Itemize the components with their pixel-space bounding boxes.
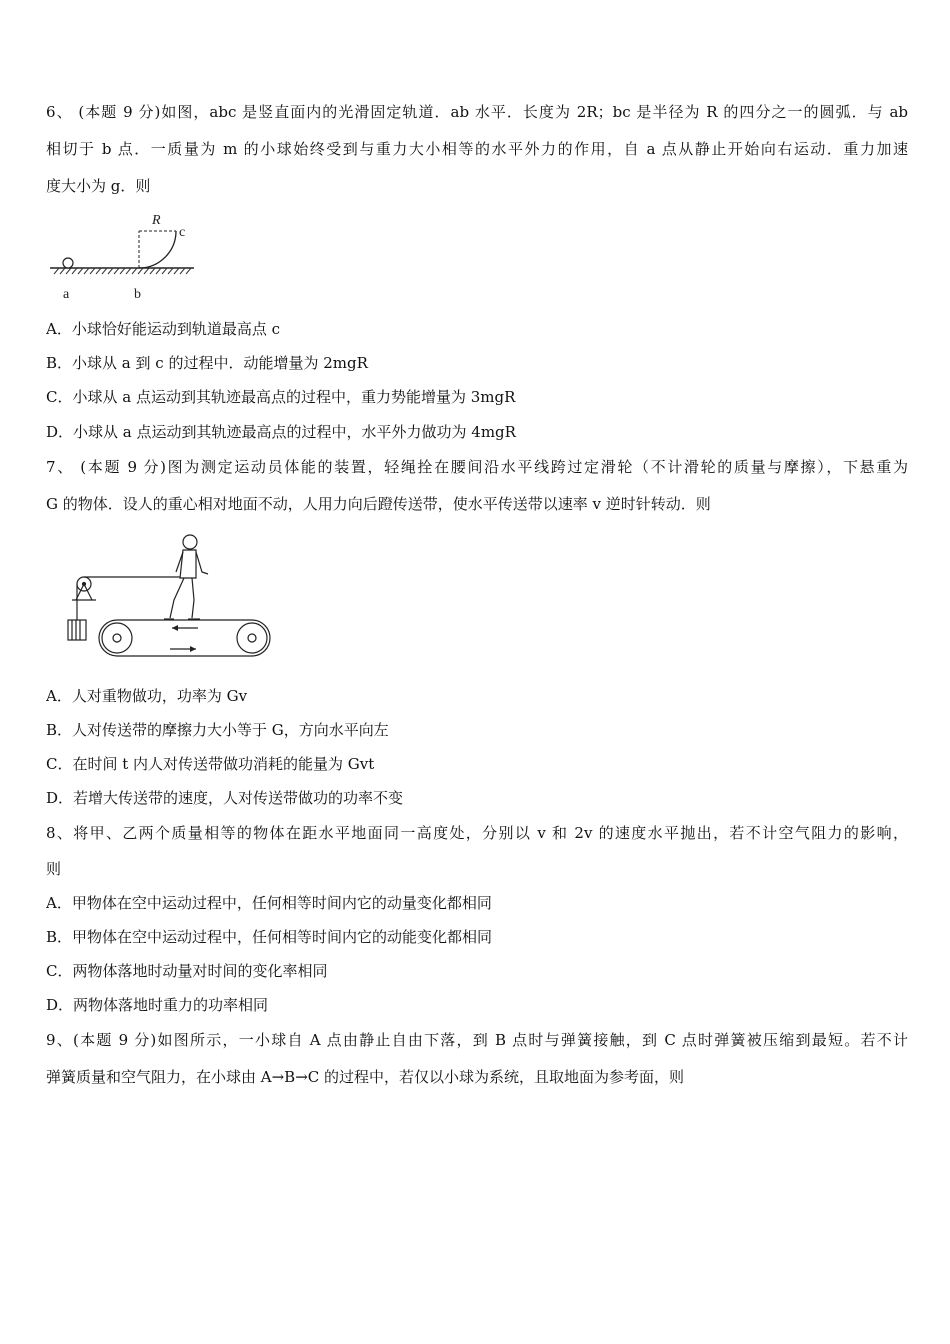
arrow-top-head [172,625,178,631]
q7-stem-line-2: G 的物体．设人的重心相对地面不动，人用力向后蹬传送带，使水平传送带以速率 v 逆时针转动．则 [46,495,711,513]
belt-roller-left [102,623,132,653]
q8-option-b: B．甲物体在空中运动过程中，任何相等时间内它的动能变化都相同 [46,928,493,946]
ball [63,258,73,268]
q8-option-a: A．甲物体在空中运动过程中，任何相等时间内它的动量变化都相同 [46,894,492,912]
person-arm-front [196,552,208,574]
label-b: b [134,287,141,302]
q8-option-c: C．两物体落地时动量对时间的变化率相同 [46,962,328,980]
hanging-weight [68,620,86,640]
arrow-bottom-head [190,646,196,652]
q8-stem-line-1: 8、将甲、乙两个质量相等的物体在距水平地面同一高度处，分别以 v 和 2v 的速度水平抛出，若不计空气阻力的影响， [46,824,908,842]
q7-option-b: B．人对传送带的摩擦力大小等于 G，方向水平向左 [46,721,389,739]
roller-left-hub [113,634,121,642]
q6-option-d: D．小球从 a 点运动到其轨迹最高点的过程中，水平外力做功为 4mgR [46,423,516,441]
q6-stem-line-3: 度大小为 g．则 [46,177,151,195]
q6-option-a: A．小球恰好能运动到轨道最高点 c [46,320,281,338]
q7-option-c: C．在时间 t 内人对传送带做功消耗的能量为 Gvt [46,755,375,773]
belt-roller-right [237,623,267,653]
q9-stem-line-1: 9、(本题 9 分)如图所示，一小球自 A 点由静止自由下落，到 B 点时与弹簧接触，到 C 点时弹簧被压缩到最短。若不计 [46,1031,908,1049]
label-a: a [63,287,70,302]
label-R: R [152,213,161,228]
q8-option-d: D．两物体落地时重力的功率相同 [46,996,269,1014]
person-leg-front [192,578,194,618]
roller-right-hub [248,634,256,642]
person-head [183,535,197,549]
quarter-arc [139,231,176,268]
q6-option-b: B．小球从 a 到 c 的过程中．动能增量为 2mgR [46,354,368,372]
q6-option-c: C．小球从 a 点运动到其轨迹最高点的过程中，重力势能增量为 3mgR [46,388,516,406]
q7-stem-line-1: 7、 (本题 9 分)图为测定运动员体能的装置，轻绳拴在腰间沿水平线跨过定滑轮（不计滑轮的质量与摩擦），下悬重为 [46,458,908,476]
q7-treadmill-figure [62,528,272,668]
q6-stem-line-1: 6、 (本题 9 分)如图，abc 是竖直面内的光滑固定轨道．ab 水平．长度为 2R；bc 是半径为 R 的四分之一的圆弧．与 ab [46,103,908,121]
q8-stem-line-2: 则 [46,860,62,878]
person-leg-back [170,578,184,618]
ground-hatching [54,268,191,274]
q7-option-a: A．人对重物做功，功率为 Gv [46,687,248,705]
q9-stem-line-2: 弹簧质量和空气阻力，在小球由 A→B→C 的过程中，若仅以小球为系统，且取地面为参考面，则 [46,1068,685,1086]
q6-track-figure [46,208,206,303]
label-c: c [179,225,186,240]
q6-stem-line-2: 相切于 b 点．一质量为 m 的小球始终受到与重力大小相等的水平外力的作用，自 a 点从静止开始向右运动．重力加速 [46,140,908,158]
q7-option-d: D．若增大传送带的速度，人对传送带做功的功率不变 [46,789,404,807]
